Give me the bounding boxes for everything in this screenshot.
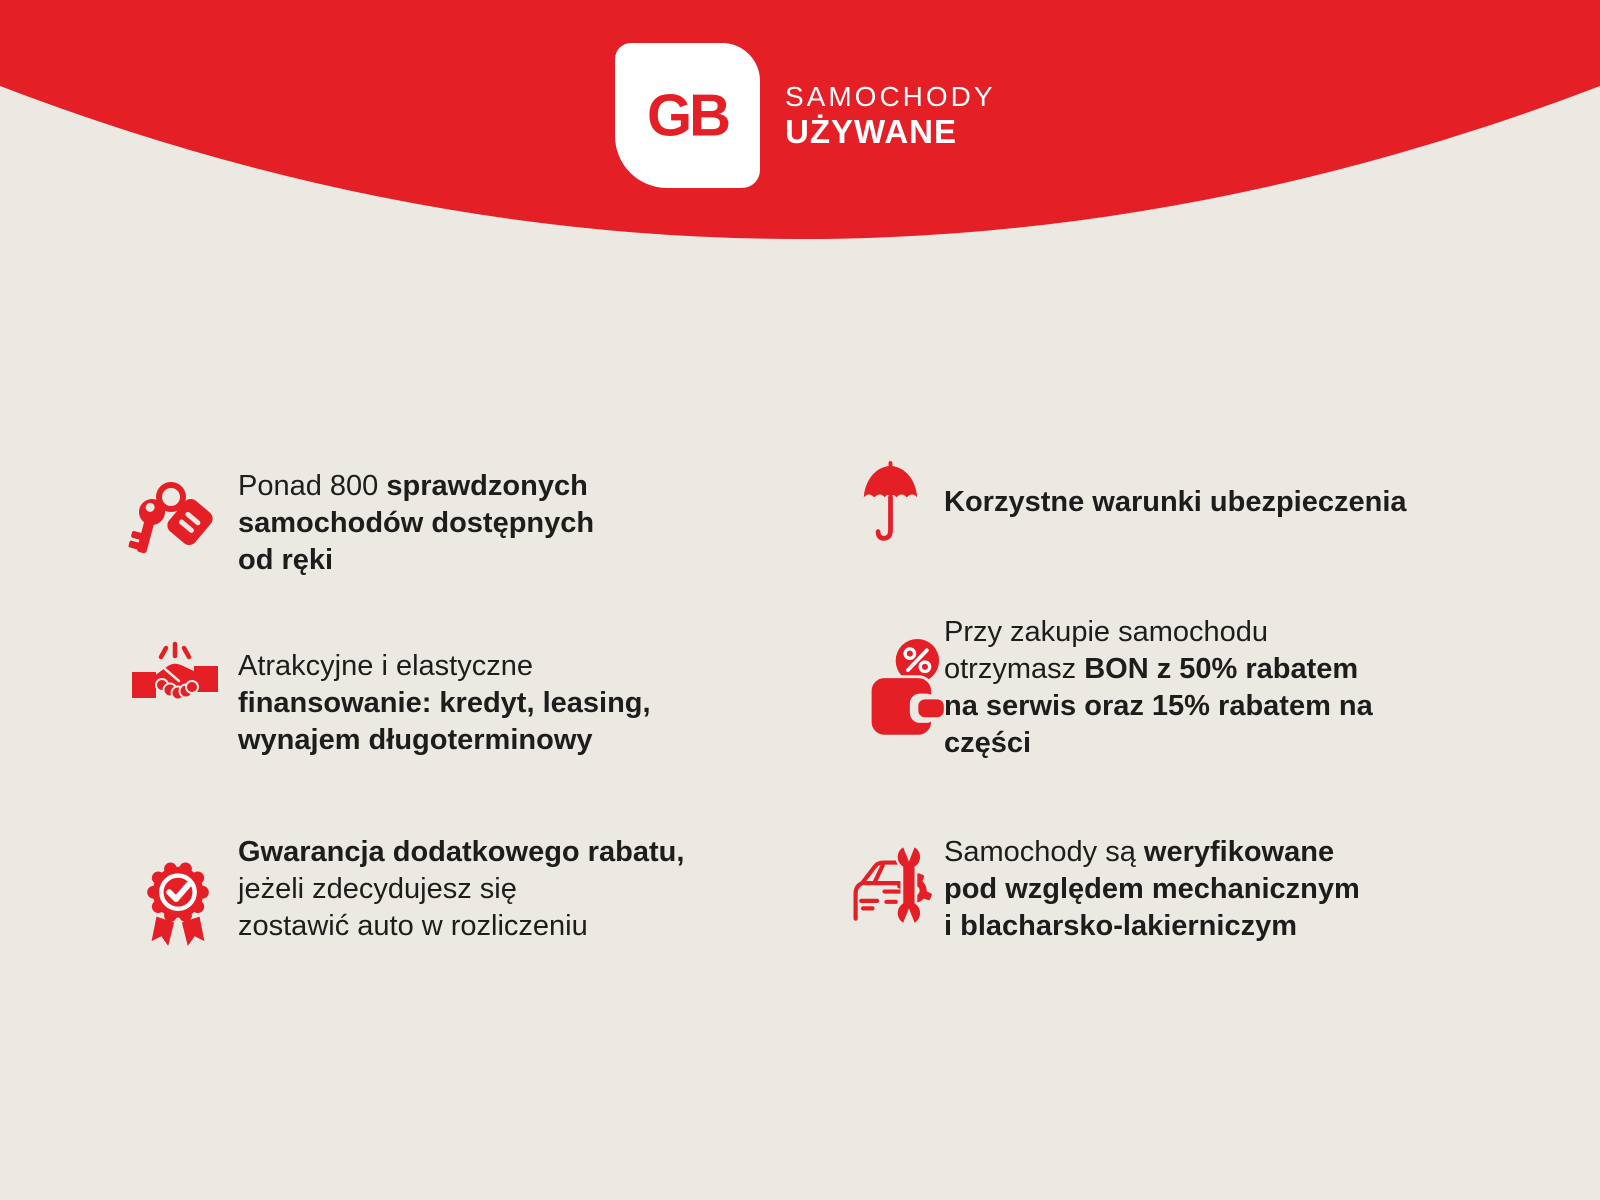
text-line — [238, 908, 684, 945]
text-bold: na serwis oraz 15% rabatem na — [944, 690, 1373, 722]
text-line — [944, 725, 1373, 762]
umbrella-icon — [860, 462, 921, 546]
benefit-text-right-3 — [944, 834, 1360, 945]
text-normal: Atrakcyjne i elastyczne — [238, 650, 533, 682]
text-line — [944, 484, 1407, 521]
text-line — [238, 871, 684, 908]
brand-title-line2: UŻYWANE — [785, 113, 957, 150]
benefit-text-right-1 — [944, 484, 1407, 521]
text-bold: sprawdzonych — [386, 470, 588, 502]
medal-check-icon — [144, 856, 212, 948]
text-normal: Ponad 800 — [238, 470, 387, 502]
text-normal: otrzymasz — [944, 653, 1085, 685]
car-service-icon — [850, 842, 936, 928]
text-line — [238, 468, 594, 505]
header-curve-band — [0, 0, 1600, 340]
text-normal: Przy zakupie samochodu — [944, 616, 1268, 648]
text-line — [238, 834, 684, 871]
text-bold: finansowanie: kredyt, leasing, — [238, 687, 651, 719]
text-line — [238, 648, 651, 685]
text-bold: Gwarancja dodatkowego rabatu, — [238, 836, 685, 868]
text-bold: i blacharsko-lakierniczym — [944, 910, 1297, 942]
benefit-text-left-2 — [238, 648, 651, 759]
text-line — [944, 651, 1373, 688]
text-line — [944, 614, 1373, 651]
text-line — [238, 505, 594, 542]
text-normal: jeżeli zdecydujesz się — [238, 873, 517, 905]
text-line — [238, 542, 594, 579]
text-line — [944, 834, 1360, 871]
text-line — [944, 908, 1360, 945]
text-bold: BON z 50% rabatem — [1084, 653, 1359, 685]
text-bold: od ręki — [238, 544, 334, 576]
gb-logo-letters: GB — [647, 82, 728, 149]
benefit-text-left-3 — [238, 834, 684, 945]
text-bold: części — [944, 727, 1032, 759]
text-normal: zostawić auto w rozliczeniu — [238, 910, 588, 942]
text-normal: Samochody są — [944, 836, 1144, 868]
text-bold: samochodów dostępnych — [238, 507, 595, 539]
text-bold: weryfikowane — [1143, 836, 1335, 868]
brand-title-line1: SAMOCHODY — [785, 81, 996, 112]
text-bold: Korzystne warunki ubezpieczenia — [944, 486, 1407, 518]
text-bold: wynajem długoterminowy — [238, 724, 593, 756]
text-line — [238, 722, 651, 759]
text-bold: pod względem mechanicznym — [944, 873, 1360, 905]
handshake-icon — [132, 638, 218, 714]
keys-tag-icon — [134, 480, 214, 558]
benefit-text-right-2 — [944, 614, 1373, 762]
brand-title — [785, 82, 996, 150]
wallet-percent-icon — [868, 638, 946, 738]
text-line — [238, 685, 651, 722]
text-line — [944, 871, 1360, 908]
text-line — [944, 688, 1373, 725]
benefit-text-left-1 — [238, 468, 594, 579]
gb-logo — [615, 43, 760, 188]
